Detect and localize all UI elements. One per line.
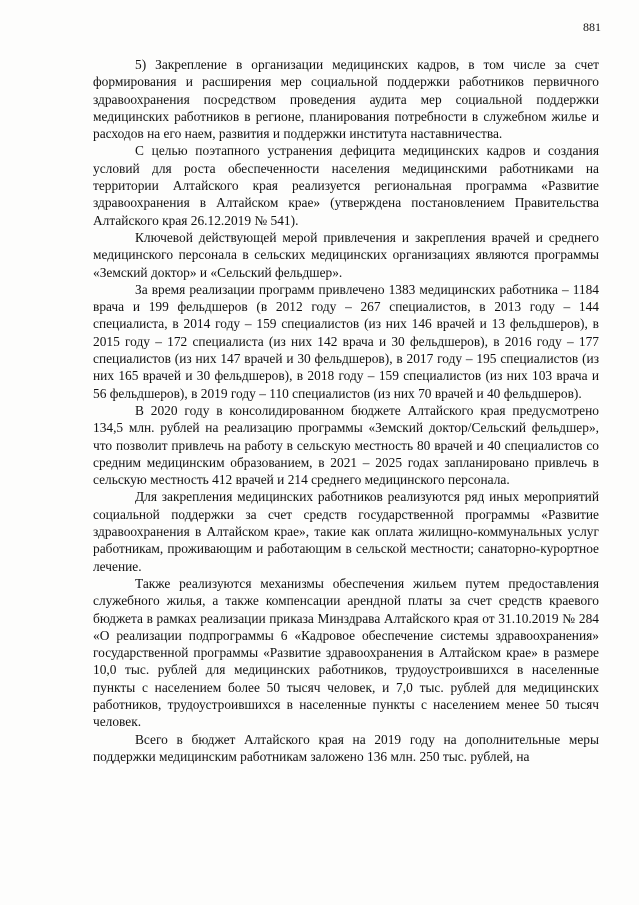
paragraph-staff-retention: 5) Закрепление в организации медицинских кадров, в том числе за счет формирования и расширения мер социальной поддержки работников первичного здравоохранения посредством проведения аудита мер социальной поддержки медицинских работников в регионе, планирования потребности в служебном жилье и расходов на его наем, развития и поддержки института наставничества. xyxy=(93,57,599,142)
paragraph-key-measures: Ключевой действующей мерой привлечения и закрепления врачей и среднего медицинского персонала в сельских медицинских организациях являются программы «Земский доктор» и «Сельский фельдшер». xyxy=(93,229,599,280)
paragraph-budget-2020: В 2020 году в консолидированном бюджете Алтайского края предусмотрено 134,5 млн. рублей на реализацию программы «Земский доктор/Сельский фельдшер», что позволит привлечь на работу в сельскую местность 80 врачей и 40 специалистов со средним медицинским образованием, в 2021 – 2025 годах запланировано привлечь в сельскую местность 412 врачей и 214 среднего медицинского персонала. xyxy=(93,402,599,488)
paragraph-social-support: Для закрепления медицинских работников реализуются ряд иных мероприятий социальной поддержки за счет средств государственной программы «Развитие здравоохранения в Алтайском крае», такие как оплата жилищно-коммунальных услуг работникам, проживающим и работающим в сельской местности; санаторно-курортное лечение. xyxy=(93,489,599,574)
page-number: 881 xyxy=(583,20,601,34)
paragraph-total-budget: Всего в бюджет Алтайского края на 2019 году на дополнительные меры поддержки медицинским работникам заложено 136 млн. 250 тыс. рублей, на xyxy=(93,731,599,764)
paragraph-recruitment-stats: За время реализации программ привлечено 1383 медицинских работника – 1184 врача и 199 фельдшеров (в 2012 году – 267 специалистов, в 2013 году – 144 специалиста, в 2014 году – 159 специалистов (из них 146 врачей и 13 фельдшеров), в 2015 году – 172 специалиста (из них 142 врача и 30 фельдшеров), в 2016 году – 177 специалистов (из них 147 врачей и 30 фельдшеров), в 2017 году – 195 специалистов (из них 165 врачей и 30 фельдшеров), в 2018 году – 159 специалистов (из них 103 врача и 56 фельдшеров), в 2019 году – 110 специалистов (из них 70 врачей и 40 фельдшеров). xyxy=(93,281,599,401)
paragraph-housing: Также реализуются механизмы обеспечения жильем путем предоставления служебного жилья, а также компенсации арендной платы за счет средств краевого бюджета в рамках реализации приказа Минздрава Алтайского края от 31.10.2019 № 284 «О реализации подпрограммы 6 «Кадровое обеспечение системы здравоохранения» государственной программы «Развитие здравоохранения в Алтайском крае» в размере 10,0 тыс. рублей для медицинских работников, трудоустроившихся в населенные пункты с населением более 50 тысяч человек, и 7,0 тыс. рублей для медицинских работников, трудоустроившихся в населенные пункты с населением менее 50 тысяч человек. xyxy=(93,575,599,730)
body-text xyxy=(93,56,599,765)
paragraph-regional-program: С целью поэтапного устранения дефицита медицинских кадров и создания условий для роста обеспеченности населения медицинскими работниками на территории Алтайского края реализуется региональная программа «Развитие здравоохранения в Алтайском крае» (утверждена постановлением Правительства Алтайского края 26.12.2019 № 541). xyxy=(93,143,599,228)
